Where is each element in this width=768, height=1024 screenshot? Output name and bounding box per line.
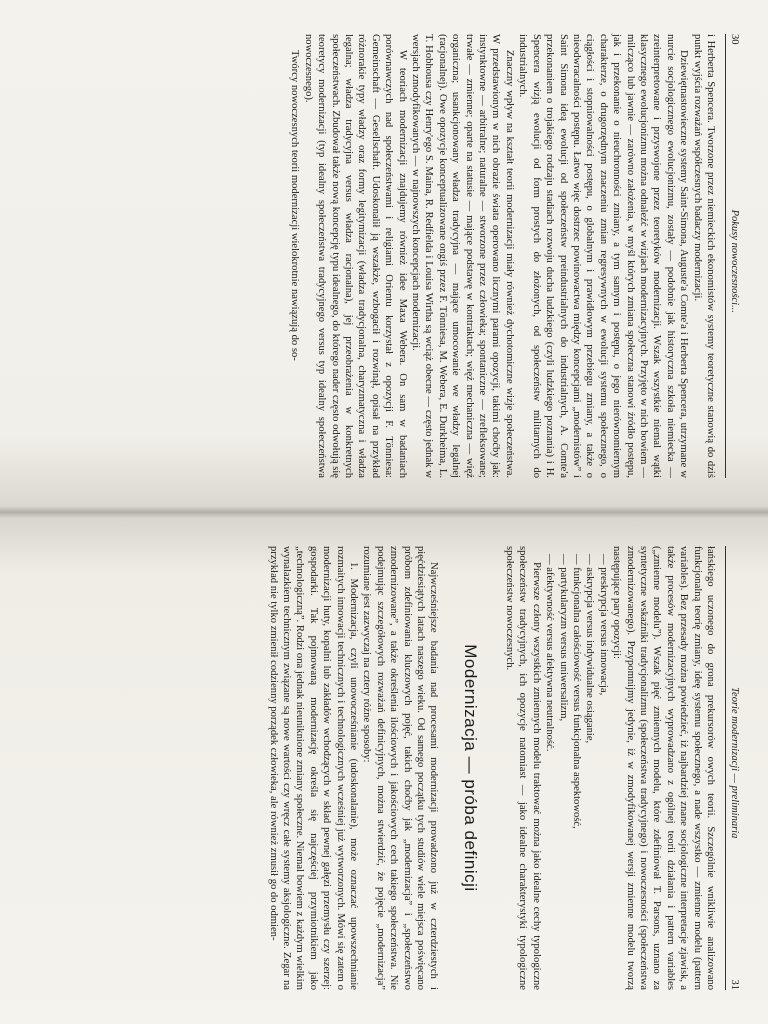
- right-page-number: 31: [729, 979, 740, 990]
- list-item: — funkcjonalna całościowość versus funkcjonalna aspektowość,: [570, 554, 583, 990]
- left-page-number: 30: [729, 34, 740, 45]
- paragraph: Najwcześniejsze badania nad procesami modernizacji prowadzono już w czterdziestych i pięćdziesiątych latach naszego wieku. Od samego początku tych studiów wiele miejsca poświęcano próbom zdefiniowania kluczowych pojęć, takich choćby jak „modernizacja” i „społeczeństwo zmodernizowane”, a także określenia ilościowych i jakościowych cech takiego społeczeństwa. Nie podejmując szczegółowych rozważań definicyjnych, można stwierdzić, że pojęcie „modernizacja” rozumiane jest zazwyczaj na cztery różne sposoby:: [361, 546, 440, 990]
- left-running-title: Pokusy nowoczesności...: [729, 209, 740, 313]
- list-item: — askrypcja versus indywidualne osiąganie,: [583, 554, 596, 990]
- right-running-title: Teorie modernizacji — preliminaria: [729, 687, 740, 839]
- paragraph: 1. Modernizacja, czyli unowocześnianie (udoskonalanie), może oznaczać upowszechnianie rozmaitych innowacji technicznych i technologicznych wcześniej już wytworzonych. Mówi się zatem o modernizacji huty, kopalni lub zakładów wchodzących w skład pewnej gałęzi przemysłu czy szerzej: gospodarki. Tak pojmowaną modernizację określa się najczęściej przymiotnikiem jako „technologiczną”. Rodzi ona jednak nieuniknione zmiany społeczne. Niemal bowiem z każdym wielkim wynalazkiem technicznym związane są nowe wartości czy wręcz całe systemy aksjologiczne. Zegar na przykład nie tylko zmienił codzienny porządek człowieka, ale również zmusił go do odmien-: [267, 546, 360, 990]
- list-item: — partykularyzm versus uniwersalizm,: [556, 554, 569, 990]
- paragraph: łańskiego uczonego do grona prekursorów owych teorii. Szczególnie wnikliwie analizowano funkcjonalną teorię zmiany, ideę systemu społecznego, a nade wszystko — zmienne modelu (pattern variables). Bez przesady można powiedzieć, iż najbardziej znane socjologiczne interpretacje zjawisk, a także procesów modernizacyjnych wyprowadzano z ogólnej teorii działania i pattern variables („zmienne modelu”). Wszak pięć zmiennych modelu, które zdefiniował T. Parsons, uznano za syntetyczne wskaźniki tradycjonalizmu (społeczeństwa tradycyjnego) i nowoczesności (społeczeństwa zmodernizowanego). Przypomnijmy jedynie, iż w zmodyfikowanej wersji zmienne modelu tworzą następujące pary opozycji:: [611, 546, 716, 990]
- right-page: [0, 512, 768, 1024]
- list-item: — preskrypcja versus innowacja,: [596, 554, 609, 990]
- paragraph: Znaczny wpływ na kształt teorii modernizacji miały również dychotomiczne wizje społeczeństwa. W przedstawionym w nich obrazie świata operowano licznymi parami opozycji, takimi choćby jak: instynktowne — arbitralne; naturalne — stworzone przez człowieka; spontaniczne — zrefleksowane; trwałe — zmienne; oparte na statusie — mające podstawę w kontraktach; więź mechaniczna — więź organiczna; usankcjonowany władza tradycyjna — mające umocowanie we władzy legalnej (racjonalnej). Owe opozycje konceptualizowane ongiś przez F. Tönniesa, M. Webera, E. Durkheima, L. T. Hobhousa czy Henry'ego S. Maina, R. Redfielda i Louisa Wirtha są wciąż obecne — często jednak w wersjach zmodyfikowanych — w najnowszych koncepcjach modernizacji.: [410, 34, 515, 478]
- paragraph: Twórcy nowoczesnych teorii modernizacji wielokrotnie nawiązują do so-: [289, 50, 301, 361]
- paragraph: Dziewiętnastowieczne systemy Saint-Simona, Auguste'a Comte'a i Herberta Spencera, utrzymane w nurcie socjologicznego ewolucjonizmu, zostały — podobnie jak historyczna szkoła niemiecka — zreinterpretowane i przyswojone przez teoretyków modernizacji. Wszak wszystkie niemal wątki klasycznego ewolucjonizmu można odnaleźć w wizjach modernizacyjnych. Przyjęto w nich bowiem — milcząco lub jawnie — zarówno założenia, w myśl których zmiana społeczna stanowi źródło postępu, jak i przekonanie o nieuchronności zmiany, a tym samym i postępu, o jego nierównomiernym charakterze, o drugorzędnym znaczeniu zmian regresywnych w ewolucji systemu społecznego, o ciągłości i stopniowalności postępu, o globalnym i prawidłowym przebiegu zmiany, a także o nieodwracalności postępu. Łatwo więc dostrzec powinowactwa między koncepcjami „modernistów” i Saint Simona ideą ewolucji od społeczeństw preindustrialnych do industrialnych, A. Comte'a przekonaniem o trojakiego rodzaju stadiach rozwoju ducha ludzkiego (czyli ludzkiego poznania) i H. Spencera wizją ewolucji od form prostych do złożonych, od społeczeństw militarnych do industrialnych.: [517, 34, 690, 478]
- list-item: — afektywność versus afektywna neutralność.: [543, 554, 556, 990]
- paragraph: Pierwsze człony wszystkich zmiennych modelu traktować można jako idealne cechy typologiczne społeczeństw tradycyjnych, ich opozycje natomiast — jako idealne charakterystyki typologiczne społeczeństw nowoczesnych.: [503, 546, 542, 990]
- paragraph: W teoriach modernizacji znajdujemy również idee Maxa Webera. On sam w badaniach porównawczych nad społeczeństwami i religiami Orientu korzystał z opozycji F. Tönniesa: Gemeinschaft — Gesellschaft. Udoskonalił ją wszakże, wzbogacił i rozwinął, opisał na przykład różnorakie typy władzy oraz formy legitymizacji (władza tradycjonalna, charyzmatyczna i władza legalna; władza tradycyjna versus władza racjonalna), jej przeobrażenia w konkretnych społeczeństwach. Zbudował także nową koncepcję typu idealnego, do którego nader często odwołują się teoretycy modernizacji (typ idealny społeczeństwa tradycyjnego versus typ idealny społeczeństwa nowoczesnego).: [302, 34, 408, 478]
- book-gutter: [0, 506, 768, 518]
- pattern-variables-list: [543, 546, 610, 990]
- left-running-head: [725, 34, 740, 478]
- right-running-head: [725, 546, 740, 990]
- left-body: [288, 34, 717, 478]
- right-body: [266, 546, 717, 990]
- paragraph: i Herberta Spencera. Tworzone przez niemieckich ekonomistów systemy teoretyczne stanowią do dziś punkt wyjścia rozważań współczesnych badaczy modernizacji.: [691, 34, 716, 478]
- chapter-title: Modernizacja — próba definicji: [461, 644, 481, 892]
